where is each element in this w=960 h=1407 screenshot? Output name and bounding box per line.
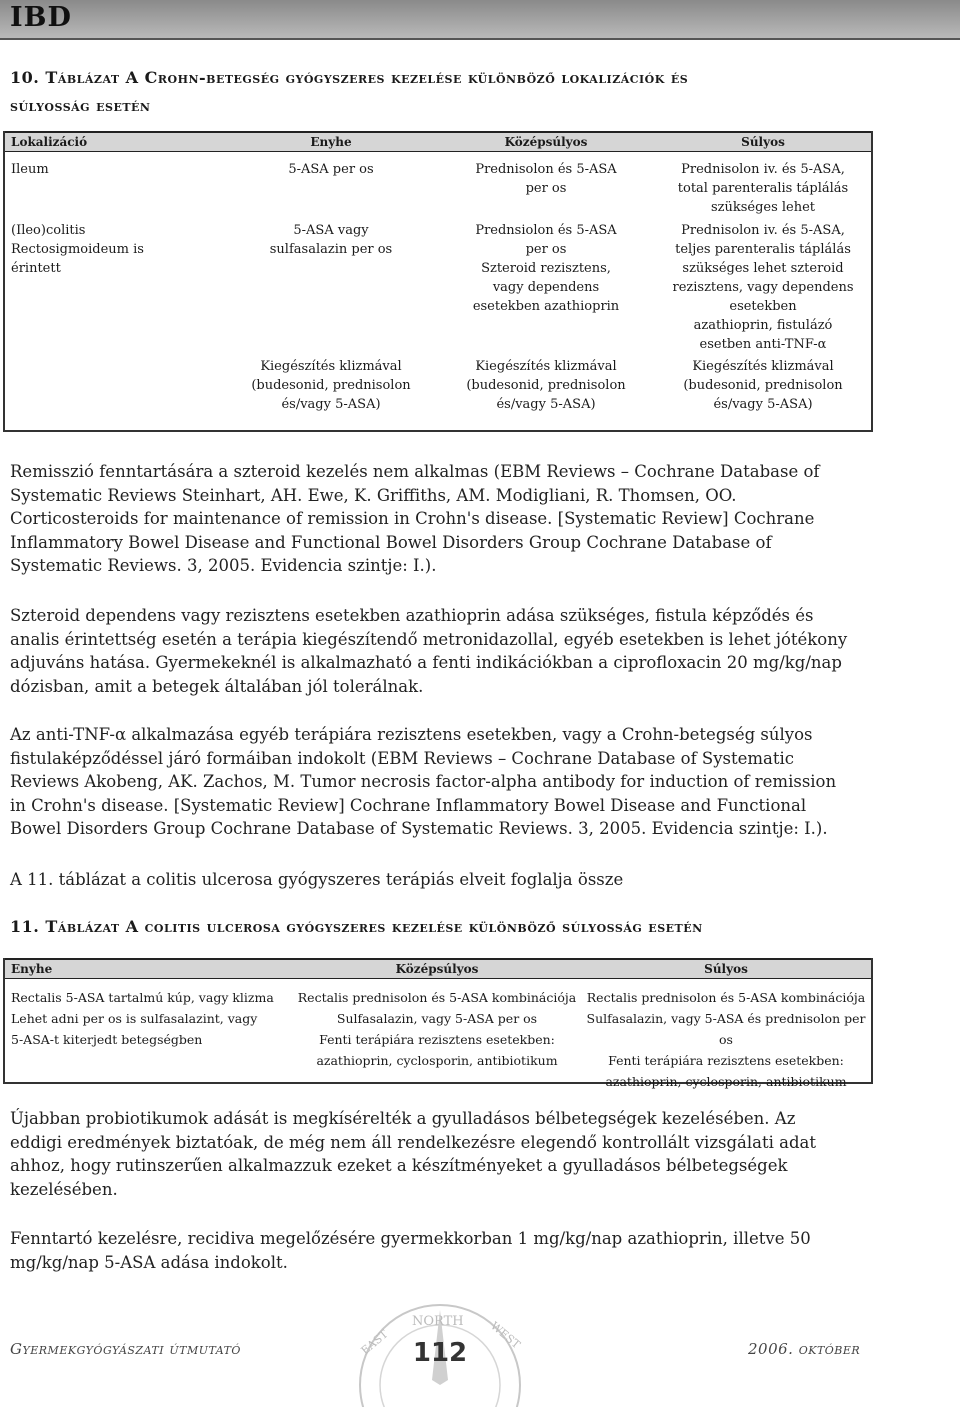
table-row — [5, 217, 871, 357]
paragraph-anti-tnf: Az anti-TNF-α alkalmazása egyéb terápiára rezisztens esetekben, vagy a Crohn-betegség súlyos fistulaképződéssel járó formáiban indokolt (EBM Reviews – Cochrane Database of Systematic Reviews Akobeng, AK. Zachos, M. Tumor necrosis factor-alpha antibody for induction of remission in Crohn's disease. [Systematic Review] Cochrane Inflammatory Bowel Disease and Functional Bowel Disorders Group Cochrane Database of Systematic Reviews. 3, 2005. Evidencia szintje: I.). — [10, 725, 837, 838]
table11 — [5, 958, 871, 1092]
table10-cell: Kiegészítés klizmával (budesonid, prednisolon és/vagy 5-ASA) — [683, 359, 843, 412]
paragraph-table11-intro: A 11. táblázat a colitis ulcerosa gyógyszeres terápiás elveit foglalja össze — [10, 870, 624, 889]
table10-cell: Prednisolon iv. és 5-ASA, total parenteralis táplálás szükséges lehet — [677, 162, 849, 215]
table10-header: Középsúlyos — [437, 132, 655, 152]
table-row — [5, 152, 871, 218]
table10-header: Lokalizáció — [5, 132, 225, 152]
table10-header: Enyhe — [225, 132, 437, 152]
footer-right: 2006. október — [748, 1340, 861, 1358]
table11-cell: Rectalis prednisolon és 5-ASA kombinációja Sulfasalazin, vagy 5-ASA per os Fenti terápiára rezisztens esetekben: azathioprin, cyclosporin, antibiotikum — [297, 990, 577, 1068]
table-row — [5, 357, 871, 427]
paragraph-azathioprin: Szteroid dependens vagy rezisztens esetekben azathioprin adása szükséges, fistula képződés és analis érintettség esetén a terápia kiegészítendő metronidazollal, egyéb esetekben is lehet jótékony adjuváns hatása. Gyermekeknél is alkalmazható a fenti indikációkban a ciprofloxacin 20 mg/kg/nap dózisban, amit a betegek általában jól tolerálnak. — [10, 606, 848, 696]
table10-cell: Prednsiolon és 5-ASA per os Szteroid rezisztens, vagy dependens esetekben azathioprin — [472, 223, 620, 314]
table11-cell: Rectalis prednisolon és 5-ASA kombinációja Sulfasalazin, vagy 5-ASA és prednisolon per os Fenti terápiára rezisztens esetekben: azathioprin, cyclosporin, antibiotikum — [586, 990, 866, 1089]
table-row — [5, 979, 871, 1093]
section-title: IBD — [10, 2, 72, 33]
table10-cell: Prednisolon és 5-ASA per os — [475, 162, 617, 196]
table10-header: Súlyos — [655, 132, 871, 152]
paragraph-remission: Remisszió fenntartására a szteroid kezelés nem alkalmas (EBM Reviews – Cochrane Database of Systematic Reviews Steinhart, AH. Ewe, K. Griffiths, AM. Modigliani, R. Thomsen, OO. Corticosteroids for maintenance of remission in Crohn's disease. [Systematic Review] Cochrane Inflammatory Bowel Disease and Functional Bowel Disorders Group Cochrane Database of Systematic Reviews. 3, 2005. Evidencia szintje: I.). — [10, 462, 820, 575]
table10-cell: Kiegészítés klizmával (budesonid, prednisolon és/vagy 5-ASA) — [251, 359, 411, 412]
compass-emblem-icon — [340, 1285, 540, 1407]
table10-cell: (Ileo)colitis Rectosigmoideum is érintett — [11, 223, 144, 276]
table10 — [5, 131, 871, 427]
compass-letter: NORTH — [412, 1314, 464, 1329]
table10-cell: Ileum — [11, 162, 49, 177]
table11-title: 11. Táblázat A colitis ulcerosa gyógyszeres kezelése különböző súlyosság esetén — [10, 917, 703, 936]
table11-header: Enyhe — [5, 959, 293, 979]
table10-cell: 5-ASA vagy sulfasalazin per os — [269, 223, 393, 257]
paragraph-maintenance: Fenntartó kezelésre, recidiva megelőzésére gyermekkorban 1 mg/kg/nap azathioprin, illetve 50 mg/kg/nap 5-ASA adása indokolt. — [10, 1229, 811, 1272]
page-number: 112 — [412, 1338, 468, 1368]
table10-cell — [5, 357, 225, 427]
header-bar — [0, 0, 960, 40]
compass-letter: WEST — [488, 1319, 523, 1352]
paragraph-probiotics: Újabban probiotikumok adását is megkísérelték a gyulladásos bélbetegségek kezelésében. Az eddigi eredmények biztatóak, de még nem áll rendelkezésre elegendő kontrollált vizsgálati adat ahhoz, hogy rutinszerűen alkalmazzuk ezeket a készítményeket a gyulladásos bélbetegségek kezelésében. — [10, 1109, 817, 1199]
table10-cell: 5-ASA per os — [288, 162, 374, 177]
table10-cell: Prednisolon iv. és 5-ASA, teljes parenteralis táplálás szükséges lehet szteroid rezisztens, vagy dependens esetekben azathioprin, fistulázó esetben anti-TNF-α — [672, 223, 854, 352]
footer-left: Gyermekgyógyászati útmutató — [10, 1340, 241, 1358]
compass-letter: EAST — [358, 1327, 391, 1358]
table10-title-line2: súlyosság esetén — [10, 96, 151, 115]
table11-cell: Rectalis 5-ASA tartalmú kúp, vagy klizma Lehet adni per os is sulfasalazint, vagy 5-ASA-t kiterjedt betegségben — [11, 990, 274, 1047]
table10-header-row — [5, 132, 871, 152]
table11-header: Középsúlyos — [293, 959, 581, 979]
table11-header-row — [5, 959, 871, 979]
table10-cell: Kiegészítés klizmával (budesonid, prednisolon és/vagy 5-ASA) — [466, 359, 626, 412]
table11-header: Súlyos — [581, 959, 871, 979]
table10-title-line1: 10. Táblázat A Crohn-betegség gyógyszeres kezelése különböző lokalizációk és — [10, 68, 689, 87]
